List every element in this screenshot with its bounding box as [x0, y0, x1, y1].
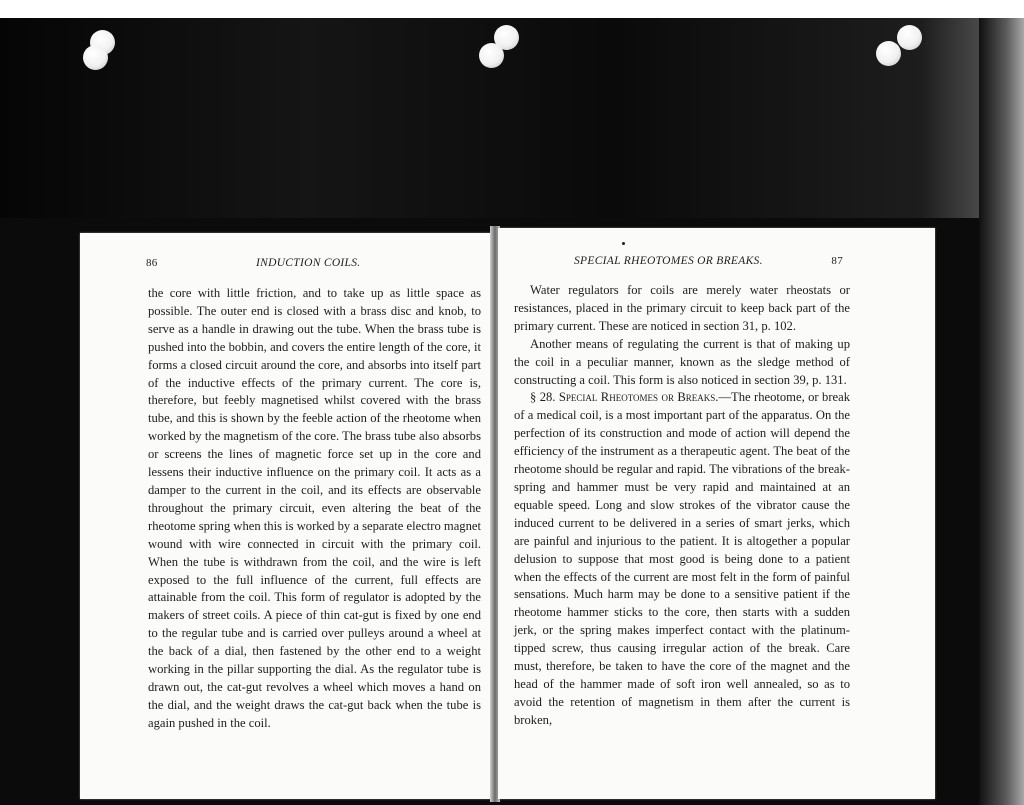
- right-running-head-title: SPECIAL RHEOTOMES OR BREAKS.: [574, 255, 763, 267]
- pushpin-icon: [479, 43, 504, 68]
- right-running-header: [516, 255, 843, 273]
- scan-right-edge: [979, 18, 1024, 805]
- section-heading: Special Rheotomes or Breaks.: [558, 390, 719, 405]
- left-paragraph: the core with little friction, and to take up as little space as possible. The outer end is closed with a brass disc and knob, to serve as a handle in drawing out the tube. When the brass tube is pushed into the bobbin, and covers the entire length of the core, it forms a closed circuit around the core, and absorbs into itself part of the inductive effects of the primary current. The core is, therefore, but feebly magnetised whilst covered with the brass tube, and this is shown by the feeble action of the rheotome when worked by the magnetism of the core. The brass tube also absorbs or screens the lines of magnetic force set up in the core and lessens their inductive influence on the primary coil. It acts as a damper to the current in the coil, and its effects are observable throughout the primary circuit, even altering the beat of the rheotome spring when this is worked by a separate electro magnet wound with wire connected in circuit with the primary coil. When the tube is withdrawn from the coil, and the wire is left exposed to the full influence of the current, full effects are attainable from the coil. This form of regulator is adopted by the makers of street coils. A piece of thin cat-gut is fixed by one end to the regular tube and is carried over pulleys around a wheel at the back of a dial, then fastened by the other end to a weight working in the pillar supporting the dial. As the regulator tube is drawn out, the cat-gut revolves a wheel which moves a hand on the dial, and the weight draws the cat-gut back when the tube is again pushed in the coil.: [148, 286, 481, 730]
- left-page-body: [148, 285, 481, 733]
- pushpin-icon: [897, 25, 922, 50]
- left-page: [80, 233, 491, 799]
- right-paragraph-sledge-method: Another means of regulating the current is that of making up the coil in a peculiar manner, known as the sledge method of constructing a coil. This form is also noticed in section 39, p. 131.: [514, 336, 850, 387]
- left-page-number: 86: [146, 257, 158, 269]
- right-paragraph-special-rheotomes: [514, 389, 850, 729]
- pushpin-icon: [876, 41, 901, 66]
- pushpin-icon: [83, 45, 108, 70]
- right-page: [498, 228, 935, 799]
- left-running-header: [146, 257, 469, 275]
- right-page-number: 87: [831, 255, 843, 267]
- right-page-body: [514, 282, 850, 730]
- ink-speck: [622, 242, 625, 245]
- section-body: —The rheotome, or break of a medical coil, is a most important part of the apparatus. On the perfection of its construction and mode of action will depend the efficiency of the instrument as a therapeutic agent. The beat of the rheotome should be regular and rapid. The vibrations of the break-spring and hammer must be very rapid and maintained at an equable speed. Long and slow strokes of the vibrator cause the induced current to be delivered in a series of smart jerks, which are painful and injurious to the patient. It is altogether a popular delusion to suppose that most good is being done to a patient when the effects of the current are most felt in the form of painful sensations. Much harm may be done to a sensitive patient if the rheotome hammer sticks to the core, then starts with a sudden jerk, or the spring makes imperfect contact with the platinum-tipped screw, thus causing irregular action of the break. Care must, therefore, be taken to have the core of the magnet and the head of the hammer made of soft iron well annealed, so as to avoid the retention of magnetism in them after the current is broken,: [514, 390, 850, 727]
- left-running-head-title: INDUCTION COILS.: [256, 257, 361, 269]
- section-number: § 28.: [530, 390, 556, 405]
- right-paragraph-water-regulators: Water regulators for coils are merely water rheostats or resistances, placed in the primary circuit to keep back part of the primary current. These are noticed in section 31, p. 102.: [514, 283, 850, 333]
